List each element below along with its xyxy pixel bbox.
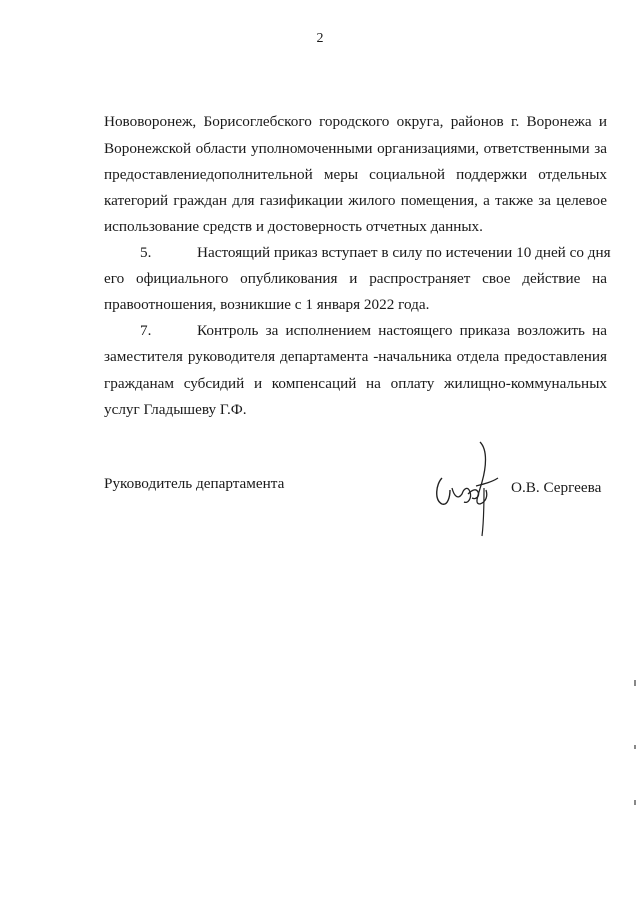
item-7-line: заместителя руководителя департамента -начальника отдела предоставления	[104, 348, 607, 365]
item-5-line	[104, 244, 611, 262]
item-7-line: гражданам субсидий и компенсаций на оплату жилищно-коммунальных	[104, 375, 607, 392]
item-5-line: правоотношения, возникшие с 1 января 2022 года.	[104, 296, 430, 313]
scan-speck	[634, 800, 636, 805]
item-5-text: Настоящий приказ вступает в силу по истечении 10 дней со дня	[197, 244, 611, 261]
body-line: предоставлениедополнительной меры социальной поддержки отдельных	[104, 166, 607, 183]
body-line: категорий граждан для газификации жилого помещения, а также за целевое	[104, 192, 607, 209]
page-number: 2	[316, 31, 324, 46]
body-line: Воронежской области уполномоченными организациями, ответственными за	[104, 140, 607, 157]
body-line: Нововоронеж, Борисоглебского городского округа, районов г. Воронежа и	[104, 113, 607, 130]
scan-speck	[634, 680, 636, 686]
item-5-number: 5.	[140, 244, 152, 261]
item-7-number: 7.	[140, 322, 152, 339]
item-5-line: его официального опубликования и распространяет свое действие на	[104, 270, 607, 287]
item-7-line	[104, 322, 607, 340]
handwritten-signature	[428, 438, 508, 542]
scan-speck	[634, 745, 636, 749]
signer-name: О.В. Сергеева	[511, 479, 602, 496]
body-line: использование средств и достоверность отчетных данных.	[104, 218, 483, 235]
item-7-line: услуг Гладышеву Г.Ф.	[104, 401, 247, 418]
signature-title: Руководитель департамента	[104, 475, 285, 492]
item-7-text: Контроль за исполнением настоящего приказа возложить на	[197, 322, 607, 339]
